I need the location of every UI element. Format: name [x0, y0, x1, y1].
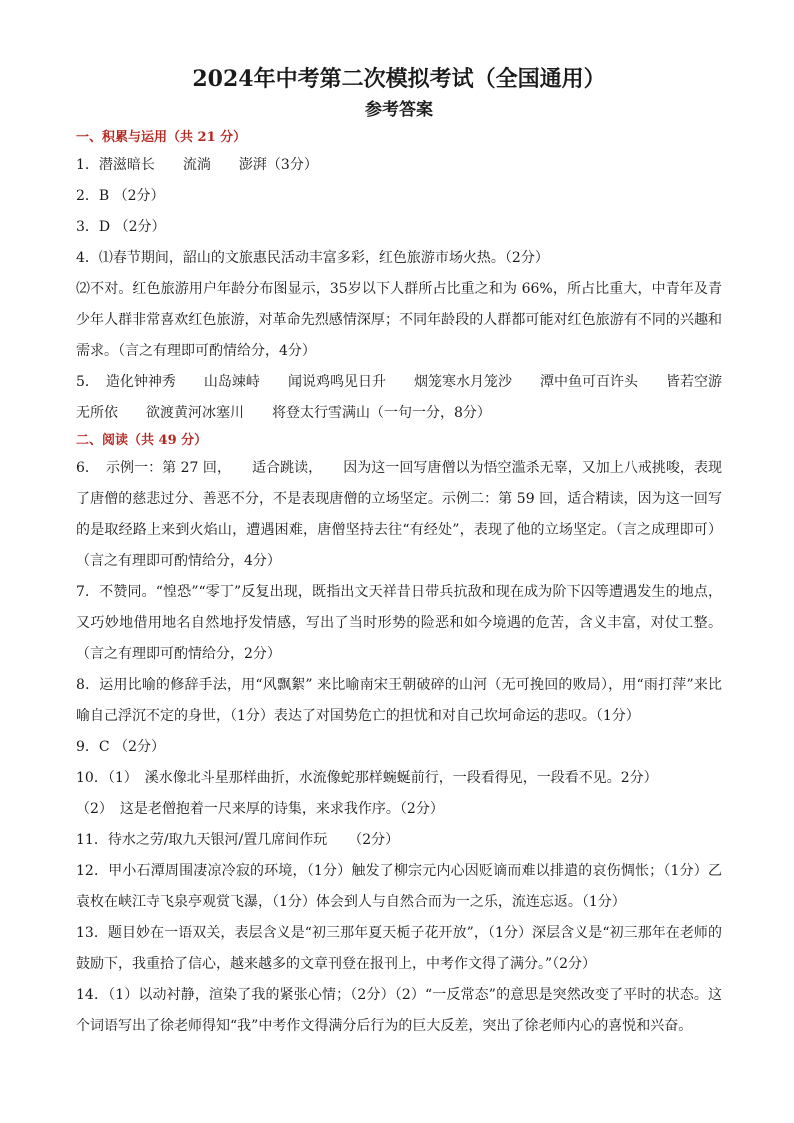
page-subtitle: 参考答案 — [365, 100, 433, 120]
answer-7: 7．不赞同。“惶恐”“零丁”反复出现，既指出文天祥昔日带兵抗敌和现在成为阶下囚等遭遇发生的地点，又巧妙地借用地名自然地抒发情感，写出了当时形势的险恶和如今境遇的危苦，含义丰富，对仗工整。（言之有理即可酌情给分，2分） — [76, 584, 722, 662]
answer-4-part-2: ⑵不对。红色旅游用户年龄分布图显示，35岁以下人群所占比重之和为 66%，所占比重大，中青年及青少年人群非常喜欢红色旅游，对革命先烈感情深厚；不同年龄段的人群都可能对红色旅游有不同的兴趣和需求。（言之有理即可酌情给分，4分） — [76, 281, 722, 359]
answer-9: 9．C （2分） — [76, 739, 165, 755]
answer-5: 5． 造化钟神秀 山岛竦峙 闻说鸡鸣见日升 烟笼寒水月笼沙 潭中鱼可百许头 皆若空游无所依 欲渡黄河冰塞川 将登太行雪满山（一句一分，8分） — [76, 374, 722, 421]
answer-14: 14．（1）以动衬静，渲染了我的紧张心情；（2分）（2）“一反常态”的意思是突然改变了平时的状态。这个词语写出了徐老师得知“我”中考作文得满分后行为的巨大反差，突出了徐老师内心的喜悦和兴奋。 — [76, 987, 722, 1034]
answer-10-part-2: （2） 这是老僧抱着一尺来厚的诗集，来求我作序。（2分） — [76, 801, 444, 817]
answer-1: 1．潜滋暗长 流淌 澎湃（3分） — [76, 157, 318, 173]
answer-10-part-1: 10．（1） 溪水像北斗星那样曲折，水流像蛇那样蜿蜒前行，一段看得见，一段看不见。2分） — [76, 770, 658, 786]
answer-6: 6． 示例一：第 27 回， 适合跳读， 因为这一回写唐僧以为悟空滥杀无辜，又加上八戒挑唆，表现了唐僧的慈悲过分、善恶不分，不是表现唐僧的立场坚定。示例二：第 59 回，适合精读，因为这一回写的是取经路上来到火焰山，遭遇困难，唐僧坚持去往“有经处”，表现了他的立场坚定。（言之成理即可）（言之有理即可酌情给分，4分） — [76, 460, 722, 569]
answer-13: 13．题目妙在一语双关，表层含义是“初三那年夏天栀子花开放”，（1分）深层含义是“初三那年在老师的鼓励下，我重拾了信心，越来越多的文章刊登在报刊上，中考作文得了满分。”（2分） — [76, 925, 722, 972]
answer-4-part-1: 4．⑴春节期间，韶山的文旅惠民活动丰富多彩，红色旅游市场火热。（2分） — [76, 250, 549, 266]
section-heading-1: 一、积累与运用（共 21 分） — [76, 130, 247, 145]
answer-12: 12．甲小石潭周围凄凉冷寂的环境，（1分）触发了柳宗元内心因贬谪而难以排遣的哀伤惆怅；（1分）乙袁枚在峡江寺飞泉亭观赏飞瀑，（1分）体会到人与自然合而为一之乐，流连忘返。（1分） — [76, 863, 722, 910]
answer-8: 8．运用比喻的修辞手法，用“风飘絮” 来比喻南宋王朝破碎的山河（无可挽回的败局），用“雨打萍”来比喻自己浮沉不定的身世，（1分）表达了对国势危亡的担忧和对自己坎坷命运的悲叹。（1分） — [76, 677, 722, 724]
page-title: 2024年中考第二次模拟考试（全国通用） — [192, 66, 606, 92]
answer-2: 2．B （2分） — [76, 188, 165, 204]
section-heading-2: 二、阅读（共 49 分） — [76, 433, 208, 448]
answer-3: 3．D （2分） — [76, 219, 166, 235]
answer-11: 11．待水之劳/取九天银河/置几席间作玩 （2分） — [76, 832, 400, 848]
